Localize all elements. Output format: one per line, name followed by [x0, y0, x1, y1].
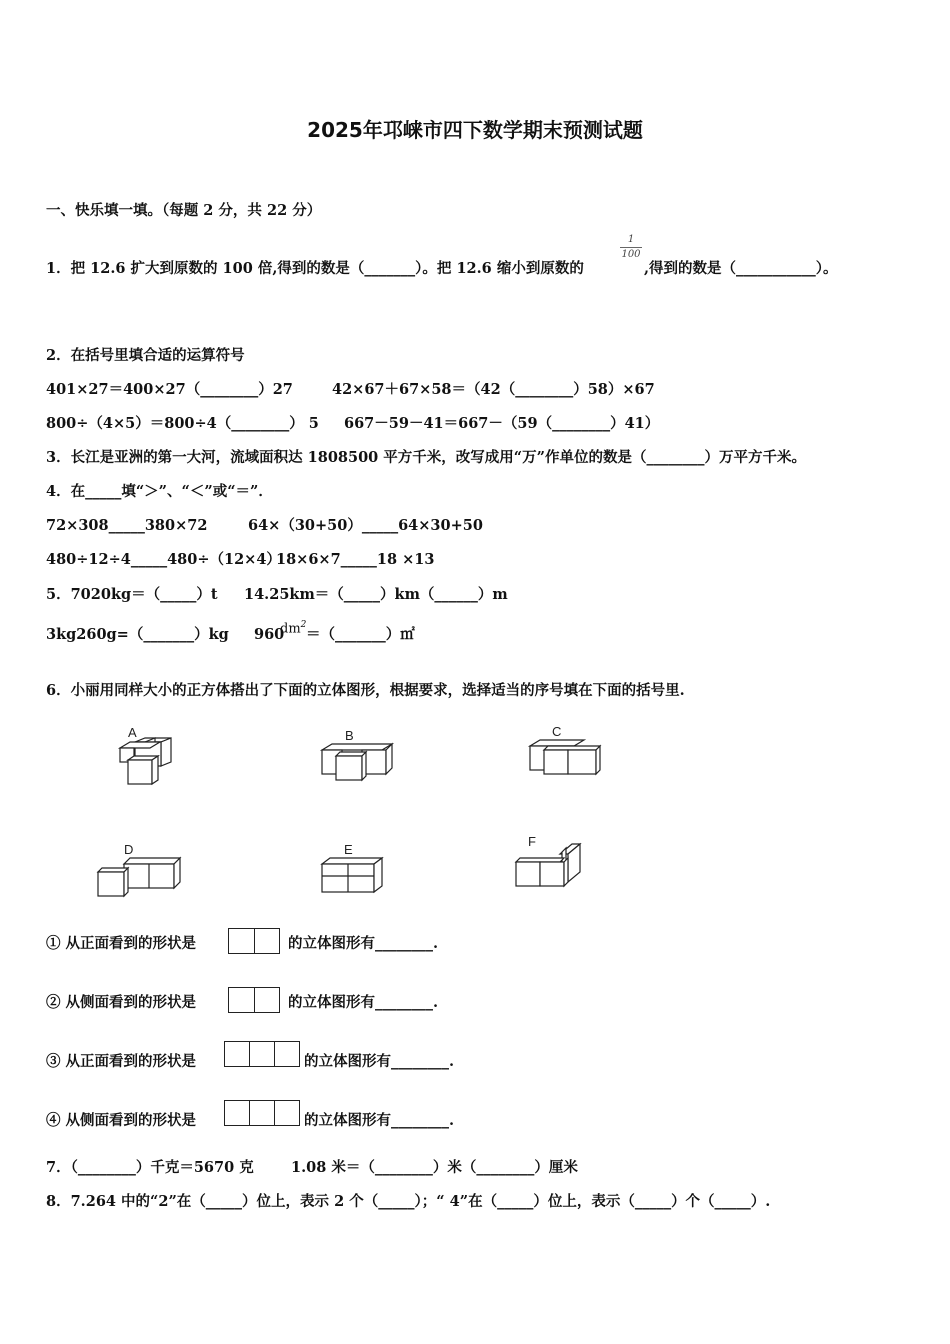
- q6-option3-prefix: ③ 从正面看到的形状是: [46, 1053, 197, 1070]
- q3-text: 3．长江是亚洲的第一大河，流域面积达 1808500 平方千米，改写成用“万”作单位的数是（________）万平方千米。: [46, 449, 806, 466]
- figure-d-label: D: [124, 842, 134, 857]
- q5-line2b-rest: ＝（_______）㎡: [306, 626, 415, 643]
- front-view-two-squares: [228, 928, 280, 954]
- q4-line1b: 64×（30+50）_____64×30+50: [248, 517, 483, 534]
- q8-text: 8．7.264 中的“2”在（_____）位上，表示 2 个（_____）；“ 4”在（_____）位上，表示（_____）个（_____）.: [46, 1193, 771, 1210]
- fraction-denominator: 100: [621, 249, 641, 260]
- q1-text-part2: ,得到的数是（___________）。: [644, 260, 838, 277]
- q6-option2-suffix: 的立体图形有________.: [288, 994, 439, 1011]
- figure-c: [526, 724, 606, 779]
- figure-f: [510, 832, 590, 892]
- square-decimeter-unit: [280, 620, 306, 636]
- q4-heading: 4．在_____填“＞”、“＜”或“＝”．: [46, 483, 273, 500]
- side-view-three-squares: [224, 1100, 300, 1126]
- q2-heading: 2．在括号里填合适的运算符号: [46, 347, 245, 364]
- figure-b-label: B: [345, 728, 354, 743]
- side-view-two-squares: [228, 987, 280, 1013]
- front-view-three-squares: [224, 1041, 300, 1067]
- q5-value: 960: [254, 626, 285, 643]
- q4-line1a: 72×308_____380×72: [46, 517, 208, 534]
- figure-e: [318, 840, 398, 898]
- q7-part-a: 7．（________）千克＝5670 克: [46, 1159, 254, 1176]
- q2-line1a: 401×27＝400×27（________）27: [46, 381, 293, 398]
- q6-option4-prefix: ④ 从侧面看到的形状是: [46, 1112, 197, 1129]
- q6-heading: 6．小丽用同样大小的正方体搭出了下面的立体图形，根据要求，选择适当的序号填在下面的括号里.: [46, 682, 685, 699]
- figure-a: [110, 724, 185, 789]
- q5-line1a: 5．7020kg＝（_____）t: [46, 586, 218, 603]
- q6-option2-prefix: ② 从侧面看到的形状是: [46, 994, 197, 1011]
- q6-option1-suffix: 的立体图形有________.: [288, 935, 439, 952]
- q2-line1b: 42×67＋67×58＝（42（________）58）×67: [332, 381, 655, 398]
- q6-option1-prefix: ① 从正面看到的形状是: [46, 935, 197, 952]
- q2-line2a: 800÷（4×5）＝800÷4（________） 5: [46, 415, 319, 432]
- section-heading: 一、快乐填一填。（每题 2 分，共 22 分）: [46, 202, 322, 219]
- figure-a-label: A: [128, 725, 137, 740]
- page-title: 2025年邛崃市四下数学期末预测试题: [307, 118, 643, 142]
- fraction-numerator: 1: [627, 234, 635, 245]
- q5-line1b: 14.25km＝（_____）km（______）m: [244, 586, 508, 603]
- q1-text-part1: 1．把 12.6 扩大到原数的 100 倍,得到的数是（_______）。把 12.6 缩小到原数的: [46, 260, 584, 277]
- fraction-one-hundredth: [620, 234, 642, 261]
- q6-option4-suffix: 的立体图形有________.: [304, 1112, 455, 1129]
- figure-e-label: E: [344, 842, 353, 857]
- q7-part-b: 1.08 米＝（________）米（________）厘米: [291, 1159, 578, 1176]
- figure-c-label: C: [552, 724, 562, 739]
- q4-line2a: 480÷12÷4_____480÷（12×4）: [46, 551, 281, 568]
- figure-d: [94, 840, 184, 900]
- q5-line2a: 3kg260g=（_______）kg: [46, 626, 229, 643]
- unit-dm: dm: [280, 621, 301, 637]
- q2-line2b: 667－59－41＝667－（59（________）41）: [344, 415, 660, 432]
- figure-f-label: F: [528, 834, 536, 849]
- q4-line2b: 18×6×7_____18 ×13: [276, 551, 435, 568]
- figure-b: [318, 728, 398, 783]
- q6-option3-suffix: 的立体图形有________.: [304, 1053, 455, 1070]
- unit-exponent: 2: [300, 620, 307, 630]
